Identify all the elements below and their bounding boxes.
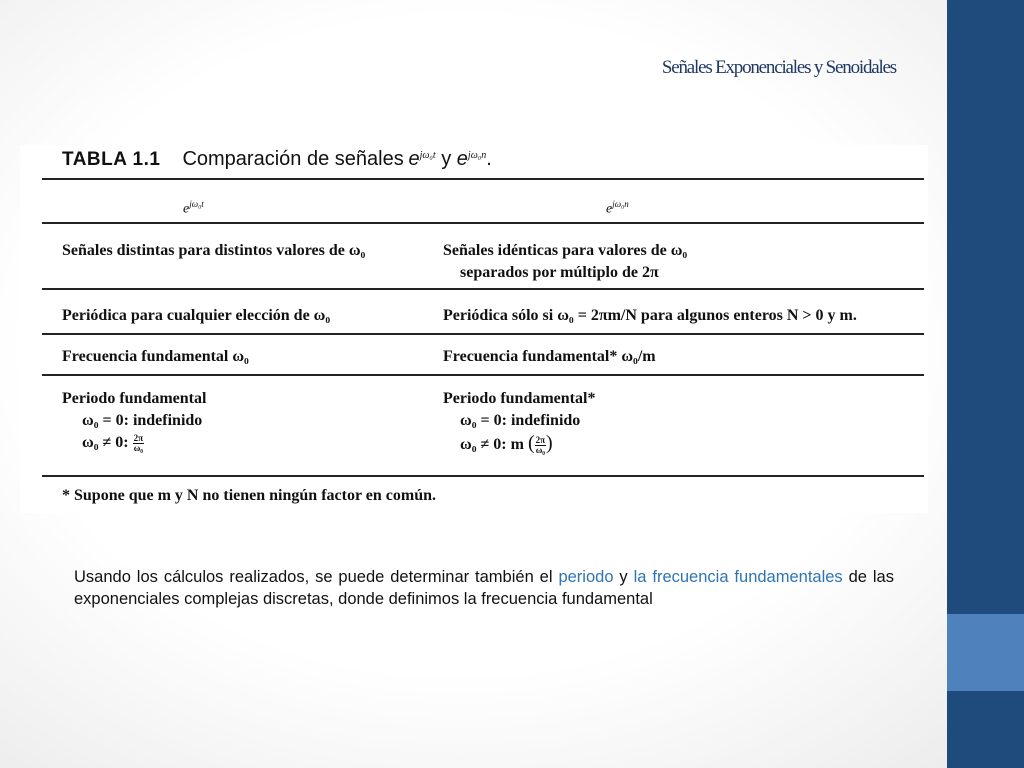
sidebar-accent-block <box>947 614 1024 691</box>
row-period-right: Periodo fundamental* ω₀ = 0: indefinido ω₀ ≠ 0: m ( $\frac{2\pi}{\text{ω₀}}$) <box>443 390 596 455</box>
table-footnote: * Supone que m y N no tienen ningún factor en común. <box>62 487 436 504</box>
row-distinct-right: Señales idénticas para valores de ω₀ separados por múltiplo de 2π <box>443 242 688 281</box>
period-fraction-left: $\frac{2\pi}{\text{ω₀}}$ <box>133 432 144 453</box>
row-frequency-right: Frecuencia fundamental* ω₀/m <box>443 348 656 365</box>
table-rule-3 <box>42 374 924 376</box>
highlight-frecuencia: la frecuencia fundamentales <box>633 568 843 586</box>
caption-signal-2: $e^{j\omega_0n}$ <box>456 148 487 170</box>
slide-title: Señales Exponenciales y Senoidales <box>661 57 896 78</box>
row-periodic-left: Periódica para cualquier elección de ω₀ <box>62 307 331 324</box>
body-paragraph: Usando los cálculos realizados, se puede determinar también el periodo y la frecuencia fundamentales de las exponenciales complejas discretas, donde definimos la frecuencia fundamental <box>74 568 894 608</box>
table-caption-label: TABLA 1.1 <box>62 149 161 170</box>
table-rule-bottom <box>42 475 924 477</box>
period-fraction-right: $\frac{2\pi}{\text{ω₀}}$ <box>535 434 546 455</box>
table-caption-text: Comparación de señales <box>182 148 404 170</box>
row-distinct-left: Señales distintas para distintos valores de ω₀ <box>62 242 366 259</box>
caption-signal-1: $e^{j\omega_0t}$ <box>408 148 436 170</box>
table-rule-top <box>42 178 924 180</box>
table-rule-1 <box>42 288 924 290</box>
table-rule-2 <box>42 333 924 335</box>
column-header-discrete: $e^{j\omega_0n}$ <box>606 199 629 217</box>
table-caption: TABLA 1.1 Comparación de señales $e^{j\omega_0t}$ y $e^{j\omega_0n}$. <box>62 148 492 170</box>
column-header-continuous: $e^{j\omega_0t}$ <box>183 199 204 217</box>
row-periodic-right: Periódica sólo si ω₀ = 2πm/N para algunos enteros N > 0 y m. <box>443 307 857 324</box>
table-rule-header <box>42 222 924 224</box>
comparison-table-image <box>20 145 928 513</box>
row-frequency-left: Frecuencia fundamental ω₀ <box>62 348 249 365</box>
row-period-left: Periodo fundamental ω₀ = 0: indefinido ω₀ ≠ 0: $\frac{2\pi}{\text{ω₀}}$ <box>62 390 207 453</box>
highlight-periodo: periodo <box>558 568 614 586</box>
